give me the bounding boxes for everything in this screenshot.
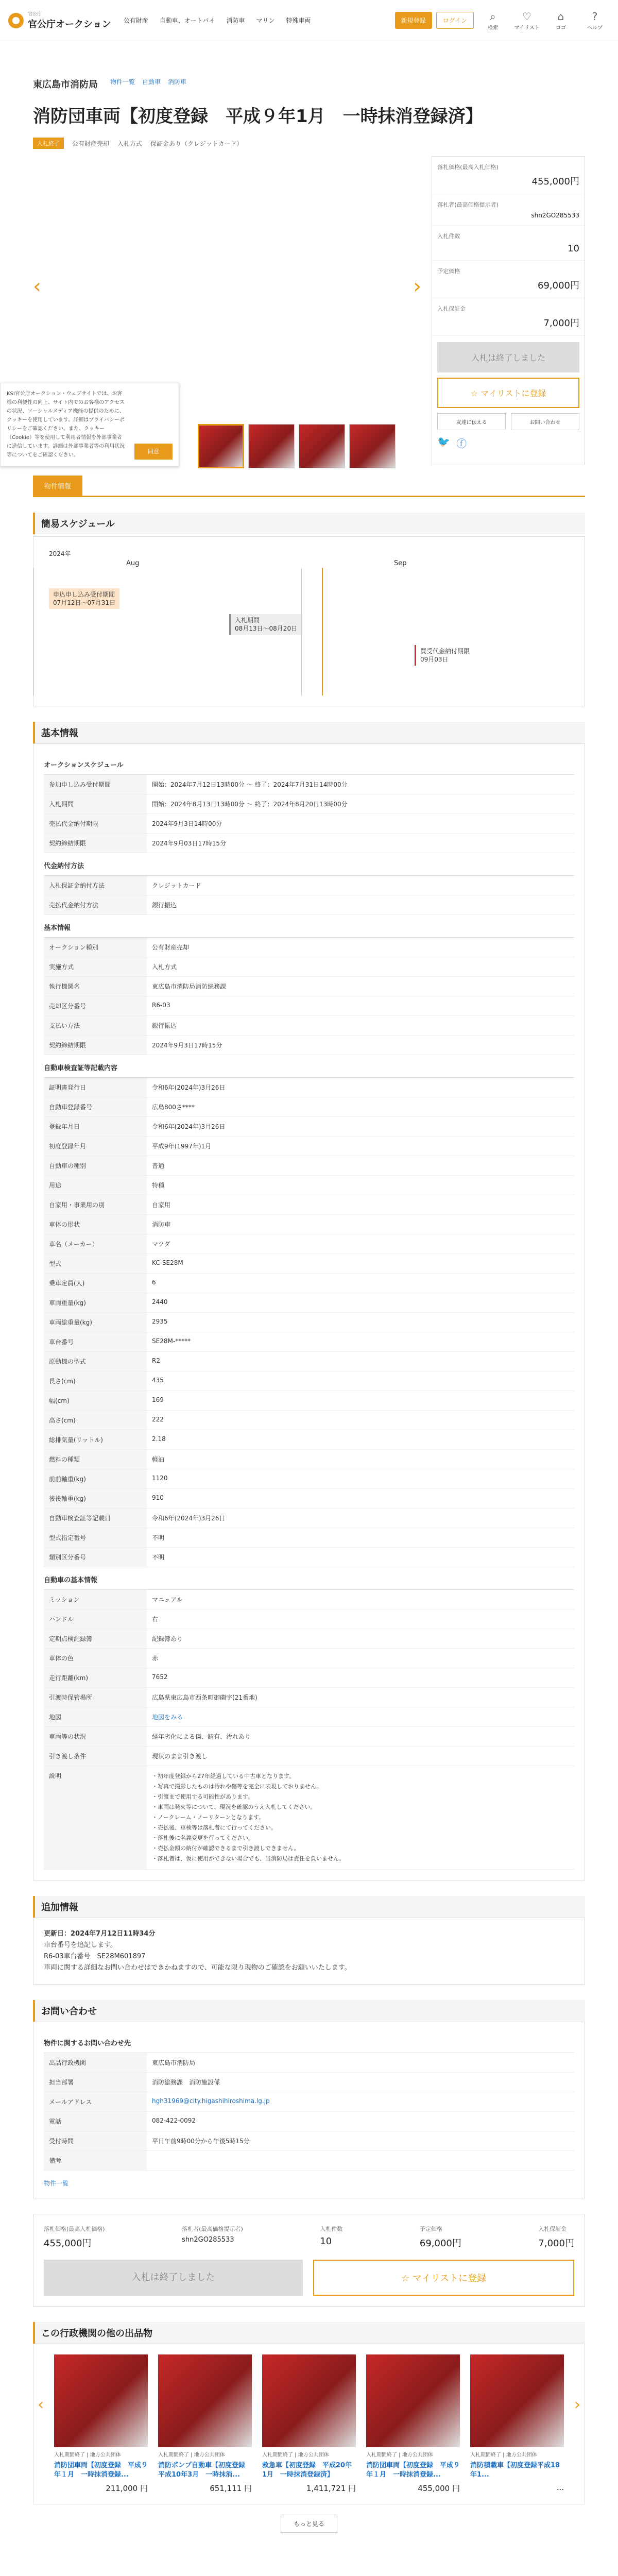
info-row (44, 1450, 574, 1469)
info-row (44, 1332, 574, 1352)
tag-deposit: 保証金あり（クレジットカード） (150, 140, 243, 147)
page-title: 消防団車両【初度登録 平成９年1月 一時抹消登録済】 (33, 106, 483, 127)
notes-key: 説明 (44, 1766, 147, 1869)
info-row (44, 1078, 574, 1097)
info-value: 東広島市消防局消防総務課 (152, 983, 227, 990)
tab-item-info[interactable]: 物件情報 (33, 476, 82, 496)
contact-title: お問い合わせ (33, 2000, 585, 2022)
info-value: 2024年9月03日17時15分 (152, 840, 226, 847)
summary-bidder: 落札者(最高価格提示者) shn2GO285533 (432, 194, 585, 226)
other-listings-section (33, 2322, 585, 2533)
note-line: ・車両は発火等について、現況を確認のうえ入札してください。 (152, 1804, 316, 1810)
tag-bid-method: 入札方式 (117, 140, 143, 147)
info-key: 型式指定番号 (44, 1528, 147, 1547)
basic-info-title: 基本情報 (33, 722, 585, 743)
info-value: SE28M-***** (152, 1337, 191, 1345)
info-row (44, 1195, 574, 1215)
info-row (44, 1117, 574, 1137)
info-key: 車体の形状 (44, 1215, 147, 1234)
info-key: 車両総重量(kg) (44, 1313, 147, 1332)
note-line: ・ノークレーム・ノーリターンとなります。 (152, 1814, 265, 1821)
nav-item[interactable]: 消防車 (226, 17, 245, 24)
listing-price: 651,111 円 (210, 2484, 252, 2493)
header-mylist[interactable] (512, 10, 542, 31)
info-key: 契約締結期限 (44, 1036, 147, 1055)
info-value: 不明 (152, 1554, 165, 1561)
info-row (44, 1727, 574, 1747)
info-key: 証明書発行日 (44, 1078, 147, 1097)
group-title: 基本情報 (44, 915, 574, 938)
bottom-bidder: 落札者(最高価格提示者) shn2GO285533 (182, 2226, 243, 2244)
contact-value[interactable]: hgh31969@city.higashihiroshima.lg.jp (152, 2097, 270, 2105)
info-value: クレジットカード (152, 882, 201, 889)
header (0, 0, 618, 41)
listing-card[interactable] (470, 2354, 564, 2494)
info-key: 型式 (44, 1254, 147, 1273)
building-icon: ⌂ (557, 10, 564, 23)
tab-bar (33, 476, 585, 497)
info-value: 軽油 (152, 1456, 165, 1463)
info-row (44, 1215, 574, 1234)
listing-meta: 入札期間終了 | 地方公共団体 (158, 2452, 225, 2458)
contact-key: 受付時間 (44, 2131, 147, 2150)
notes-row (44, 1766, 574, 1870)
gallery-prev-icon[interactable]: ‹ (33, 275, 41, 298)
info-value[interactable]: 地図をみる (152, 1714, 183, 1721)
info-key: 登録年月日 (44, 1117, 147, 1136)
info-value: 開始：2024年8月13日13時00分 〜 終了：2024年8月20日13時00分 (152, 801, 348, 808)
info-row (44, 1137, 574, 1156)
contact-row (44, 2073, 574, 2092)
listing-meta: 入札期間終了 | 地方公共団体 (470, 2452, 537, 2458)
cookie-accept-button[interactable]: 同意 (134, 444, 173, 460)
info-row (44, 938, 574, 957)
info-key: 後後軸重(kg) (44, 1489, 147, 1508)
note-line: ・初年度登録から27年経過している中古車となります。 (152, 1773, 295, 1780)
info-row (44, 1176, 574, 1195)
info-value: R2 (152, 1357, 160, 1364)
contact-row (44, 2151, 574, 2171)
contact-key: 出品行政機関 (44, 2053, 147, 2072)
listing-meta: 入札期間終了 | 地方公共団体 (262, 2452, 329, 2458)
login-button[interactable]: ログイン (436, 12, 474, 29)
info-value: 令和6年(2024年)3月26日 (152, 1084, 226, 1091)
info-row (44, 1430, 574, 1450)
contact-row (44, 2092, 574, 2112)
header-logo-link[interactable] (546, 10, 576, 31)
month-label: Aug (126, 560, 140, 567)
note-line: ・落札者は、仮に使用ができない場合でも、当消防局は責任を負いません。 (152, 1855, 345, 1862)
info-key: 売払代金納付方法 (44, 895, 147, 914)
info-value: 222 (152, 1416, 164, 1423)
info-key: 支払い方法 (44, 1016, 147, 1035)
listing-photo (366, 2354, 460, 2447)
logo-icon (8, 13, 24, 28)
info-value: 赤 (152, 1655, 159, 1662)
info-value: R6-03 (152, 1002, 170, 1009)
info-value: 不明 (152, 1534, 165, 1541)
info-value: 6 (152, 1279, 156, 1286)
bottom-estimate: 予定価格 69,000円 (419, 2226, 461, 2249)
info-row (44, 1254, 574, 1274)
header-nav (124, 16, 311, 25)
info-key: 引き渡し条件 (44, 1747, 147, 1766)
note-line: ・落札後に名義変更を行ってください。 (152, 1835, 254, 1841)
group-title: 代金納付方法 (44, 853, 574, 876)
info-key: 車台番号 (44, 1332, 147, 1351)
note-line: ・売払金額の納付が確認できるまで引き渡しできません。 (152, 1845, 300, 1852)
bottom-mylist-button[interactable]: ☆ マイリストに登録 (313, 2260, 574, 2296)
share-button[interactable]: 友達に伝える (437, 413, 506, 430)
info-key: 車体の色 (44, 1649, 147, 1668)
info-key: 地図 (44, 1707, 147, 1726)
listing-title[interactable]: 消防積載車【初度登録平成18年1... (470, 2462, 560, 2479)
listing-meta: 入札期間終了 | 地方公共団体 (366, 2452, 433, 2458)
info-value: 169 (152, 1396, 164, 1403)
info-key: 類別区分番号 (44, 1548, 147, 1567)
summary-price: 落札価格(最高入札価格) 455,000円 (432, 157, 585, 194)
contact-section (33, 2000, 585, 2198)
listing-photo (470, 2354, 564, 2447)
contact-key: 電話 (44, 2112, 147, 2131)
info-value: 公有財産売却 (152, 944, 190, 951)
info-value: KC-SE28M (152, 1259, 183, 1266)
info-row (44, 1097, 574, 1117)
bottom-deposit: 入札保証金 7,000円 (538, 2226, 574, 2249)
listing-photo (262, 2354, 356, 2447)
info-key: 執行機関名 (44, 977, 147, 996)
info-row (44, 1036, 574, 1055)
listing-photo (158, 2354, 252, 2447)
tag-sale-type: 公有財産売却 (72, 140, 110, 147)
star-icon: ☆ (470, 388, 481, 398)
info-key: 引渡時保管場所 (44, 1688, 147, 1707)
note-line: ・引渡まで使用する可能性があります。 (152, 1793, 254, 1800)
info-value: 広島県東広島市西条町御薗宇(21番地) (152, 1694, 258, 1701)
tag-row (33, 138, 585, 149)
info-key: 実施方式 (44, 957, 147, 976)
back-to-list-link[interactable]: 物件一覧 (44, 2180, 69, 2187)
schedule-bidding-bar: 入札期間 08月13日〜08月20日 (229, 614, 301, 635)
contact-key: 担当部署 (44, 2073, 147, 2092)
info-key: 参加申し込み受付期間 (44, 775, 147, 794)
gallery-thumbnail[interactable] (349, 424, 396, 468)
image-gallery (7, 156, 422, 465)
info-key: 契約締結期限 (44, 834, 147, 853)
summary-estimate: 予定価格 69,000円 (432, 261, 585, 298)
info-key: 総排気量(リットル) (44, 1430, 147, 1449)
contact-value: 平日午前9時00分から午後5時15分 (152, 2138, 250, 2145)
icon-label: ロゴ (556, 25, 566, 31)
info-row (44, 957, 574, 977)
month-label: Sep (394, 560, 407, 567)
register-button[interactable]: 新規登録 (395, 12, 432, 29)
info-value: 2935 (152, 1318, 168, 1325)
info-value: 令和6年(2024年)3月26日 (152, 1123, 226, 1130)
info-row (44, 834, 574, 853)
info-value: 令和6年(2024年)3月26日 (152, 1515, 226, 1522)
contact-value: 消防総務課 消防施設係 (152, 2079, 220, 2086)
info-key: 初度登録年月 (44, 1137, 147, 1156)
status-badge: 入札終了 (33, 138, 64, 149)
basic-info-section (33, 722, 585, 1880)
info-row (44, 1352, 574, 1371)
info-key: 入札期間 (44, 794, 147, 814)
listing-price: ... (556, 2483, 564, 2492)
info-key: 車両等の状況 (44, 1727, 147, 1746)
listing-card[interactable] (54, 2354, 148, 2494)
nav-item[interactable]: 自動車、オートバイ (159, 17, 215, 24)
schedule-application-bar: 申込申し込み受付期間 07月12日〜07月31日 (49, 588, 119, 609)
info-row (44, 1548, 574, 1567)
schedule-section (33, 513, 585, 706)
note-line: ・写真で撮影したものは汚れや傷等を完全に表現しておりません。 (152, 1783, 322, 1790)
info-key: 幅(cm) (44, 1391, 147, 1410)
info-value: 入札方式 (152, 963, 177, 971)
group-title: 自動車の基本情報 (44, 1567, 574, 1590)
info-row (44, 1016, 574, 1036)
info-row (44, 1590, 574, 1609)
info-key: 原動機の型式 (44, 1352, 147, 1371)
breadcrumb-link[interactable]: 自動車 (142, 78, 161, 86)
add-mylist-button[interactable]: ☆ マイリストに登録 (437, 378, 579, 408)
nav-item[interactable]: 公有財産 (123, 17, 148, 24)
info-row (44, 1489, 574, 1509)
gallery-thumbnail[interactable] (198, 424, 244, 468)
info-row (44, 794, 574, 814)
info-row (44, 1411, 574, 1430)
info-value: 平成9年(1997年)1月 (152, 1143, 212, 1150)
info-key: ハンドル (44, 1609, 147, 1629)
bid-summary-panel (432, 156, 585, 465)
today-line (322, 568, 323, 696)
info-key: 売却区分番号 (44, 996, 147, 1015)
info-row (44, 1156, 574, 1176)
info-key: 売払代金納付期限 (44, 814, 147, 833)
contact-row (44, 2131, 574, 2151)
bottom-bid-closed-button: 入札は終了しました (44, 2260, 303, 2296)
info-value: 経年劣化による傷、錆有、汚れあり (152, 1733, 251, 1740)
info-value: 広島800さ**** (152, 1104, 195, 1111)
contact-key: メールアドレス (44, 2092, 147, 2111)
info-value: 消防車 (152, 1221, 171, 1228)
info-row (44, 1313, 574, 1332)
info-row (44, 1688, 574, 1707)
info-value: 1120 (152, 1475, 168, 1482)
bid-closed-button: 入札は終了しました (437, 342, 579, 372)
info-value: 2024年9月3日14時00分 (152, 820, 222, 827)
summary-count: 入札件数 10 (432, 226, 585, 261)
info-value: 2024年9月3日17時15分 (152, 1042, 222, 1049)
info-row (44, 996, 574, 1016)
facebook-icon[interactable]: ⓕ (456, 437, 467, 450)
info-key: オークション種別 (44, 938, 147, 957)
info-key: 長さ(cm) (44, 1371, 147, 1391)
contact-row (44, 2112, 574, 2131)
listing-price: 455,000 円 (418, 2484, 460, 2493)
info-value: 銀行振込 (152, 902, 177, 909)
info-row (44, 1293, 574, 1313)
brand-small: 官公庁 (28, 12, 42, 17)
info-key: ミッション (44, 1590, 147, 1609)
contact-value: 東広島市消防局 (152, 2059, 196, 2066)
info-row (44, 1668, 574, 1688)
additional-date: 更新日：2024年7月12日11時34分 (44, 1930, 156, 1938)
listing-price: 211,000 円 (106, 2484, 148, 2493)
info-value: マツダ (152, 1241, 170, 1248)
contact-subtitle: 物件に関するお問い合わせ先 (44, 2030, 574, 2053)
group-title: オークションスケジュール (44, 752, 574, 775)
twitter-icon[interactable]: 🐦 (437, 435, 451, 448)
info-value: 特種 (152, 1182, 165, 1189)
info-value: 7652 (152, 1673, 168, 1681)
header-help[interactable] (580, 10, 610, 31)
info-row (44, 1234, 574, 1254)
listing-card[interactable] (262, 2354, 356, 2494)
listing-meta: 入札期間終了 | 地方公共団体 (54, 2452, 121, 2458)
other-listings-title: この行政機関の他の出品物 (33, 2322, 585, 2344)
inquiry-button[interactable]: お問い合わせ (511, 413, 579, 430)
info-row (44, 876, 574, 895)
info-row (44, 1649, 574, 1668)
info-key: 自動車登録番号 (44, 1097, 147, 1116)
info-key: 自家用・事業用の別 (44, 1195, 147, 1214)
listing-price: 1,411,721 円 (306, 2484, 356, 2493)
nav-item[interactable]: 特殊車両 (286, 17, 311, 24)
breadcrumb-link[interactable]: 消防車 (168, 78, 187, 86)
contact-value (147, 2151, 574, 2170)
schedule-payment-bar: 買受代金納付期限 09月03日 (415, 645, 474, 666)
header-search[interactable] (478, 10, 508, 31)
info-key: 燃料の種類 (44, 1450, 147, 1469)
contact-row (44, 2053, 574, 2073)
icon-label: マイリスト (514, 25, 540, 31)
listing-card[interactable] (158, 2354, 252, 2494)
info-row (44, 1509, 574, 1528)
carousel-next-icon[interactable]: › (574, 2396, 580, 2414)
bottom-price: 落札価格(最高入札価格) 455,000円 (44, 2226, 105, 2249)
star-icon: ☆ (401, 2273, 413, 2284)
cookie-text: KSI官公庁オークション・ウェブサイトでは、お客様の利便性の向上、サイト内でのお客様のアクセスの状況、ソーシャルメディア機能の提供のために、クッキーを使用しています。詳細はプライバシーポリシーをご確認ください。また、クッキー（Cookie）等を使用して利用者情報を外部事業者に送信しています。詳細は外部事業者等の利用状況等についてをご確認ください。 (7, 391, 125, 458)
info-value: 普通 (152, 1162, 165, 1170)
info-value: 現状のまま引き渡し (152, 1753, 208, 1760)
schedule-year: 2024年 (49, 550, 71, 557)
schedule-title: 簡易スケジュール (33, 513, 585, 534)
brand-name: 官公庁オークション (28, 19, 111, 30)
info-key: 高さ(cm) (44, 1411, 147, 1430)
additional-info-title: 追加情報 (33, 1896, 585, 1918)
bottom-count: 入札件数 10 (320, 2226, 343, 2247)
bottom-bid-bar (33, 2214, 585, 2307)
info-key: 前前軸重(kg) (44, 1469, 147, 1488)
site-logo[interactable] (8, 10, 111, 30)
listing-title[interactable]: 消防団車両【初度登録 平成９年１月 一時抹消登録... (54, 2462, 148, 2479)
info-value: 910 (152, 1494, 164, 1501)
info-row (44, 1609, 574, 1629)
help-icon: ? (592, 10, 598, 23)
info-value: 記録簿あり (152, 1635, 183, 1642)
info-row (44, 1707, 574, 1727)
info-row (44, 895, 574, 915)
info-row (44, 1371, 574, 1391)
listing-title[interactable]: 消防ポンプ自動車【初度登録 平成10年3月 一時抹消... (158, 2462, 252, 2479)
info-value: 435 (152, 1377, 164, 1384)
gallery-thumbnail[interactable] (248, 424, 295, 468)
carousel-prev-icon[interactable]: ‹ (38, 2396, 44, 2414)
info-row (44, 1528, 574, 1548)
gallery-thumbnail[interactable] (299, 424, 345, 468)
additional-line: R6-03車台番号 SE28M601897 (44, 1953, 146, 1960)
info-row (44, 1391, 574, 1411)
summary-deposit: 入札保証金 7,000円 (432, 298, 585, 336)
listing-title[interactable]: 救急車【初度登録 平成20年1月 一時抹消登録済】 (262, 2462, 352, 2479)
info-value: 開始：2024年7月12日13時00分 〜 終了：2024年7月31日14時00分 (152, 781, 348, 788)
heart-icon: ♡ (522, 10, 531, 23)
icon-label: 検索 (488, 25, 498, 31)
listing-title[interactable]: 消防団車両【初度登録 平成９年１月 一時抹消登録... (366, 2462, 460, 2479)
gallery-next-icon[interactable]: › (413, 275, 422, 298)
info-row (44, 1274, 574, 1293)
cookie-banner (0, 383, 179, 466)
search-icon: ⌕ (490, 10, 496, 23)
info-key: 定期点検記録簿 (44, 1629, 147, 1648)
info-key: 車名（メーカー） (44, 1234, 147, 1253)
additional-line: 車両に関する詳細なお問い合わせはできかねますので、可能な限り現物のご確認をお願いいたします。 (44, 1964, 351, 1972)
schedule-timeline (33, 536, 585, 706)
info-key: 用途 (44, 1176, 147, 1195)
breadcrumb (33, 41, 585, 97)
info-value: 自家用 (152, 1201, 171, 1209)
listing-photo (54, 2354, 148, 2447)
icon-label: ヘルプ (587, 25, 603, 31)
info-key: 入札保証金納付方法 (44, 876, 147, 895)
info-row (44, 1629, 574, 1649)
info-key: 自動車検査証等記載日 (44, 1509, 147, 1528)
additional-line: 車台番号を追記します。 (44, 1941, 117, 1949)
additional-info-section (33, 1896, 585, 1985)
listing-card[interactable] (366, 2354, 460, 2494)
info-value: マニュアル (152, 1596, 183, 1603)
info-key: 自動車の種別 (44, 1156, 147, 1175)
info-row (44, 814, 574, 834)
info-key: 乗車定員(人) (44, 1274, 147, 1293)
info-value: 銀行振込 (152, 1022, 177, 1029)
info-row (44, 1747, 574, 1766)
info-value: 右 (152, 1616, 159, 1623)
nav-item[interactable]: マリン (256, 17, 275, 24)
show-more-button[interactable]: もっと見る (281, 2515, 337, 2533)
organization-name: 東広島市消防局 (33, 79, 98, 90)
info-row (44, 977, 574, 996)
contact-key: 備考 (44, 2151, 147, 2170)
info-row (44, 775, 574, 794)
breadcrumb-link[interactable]: 物件一覧 (110, 78, 135, 86)
info-value: 2440 (152, 1298, 168, 1306)
info-key: 車両重量(kg) (44, 1293, 147, 1312)
info-key: 走行距離(km) (44, 1668, 147, 1687)
info-row (44, 1469, 574, 1489)
info-value: 2.18 (152, 1435, 166, 1443)
contact-value: 082-422-0092 (152, 2117, 196, 2124)
group-title: 自動車検査証等記載内容 (44, 1055, 574, 1078)
note-line: ・売払後、車検等は落札者にて行ってください。 (152, 1824, 277, 1831)
notes-value (147, 1766, 350, 1869)
